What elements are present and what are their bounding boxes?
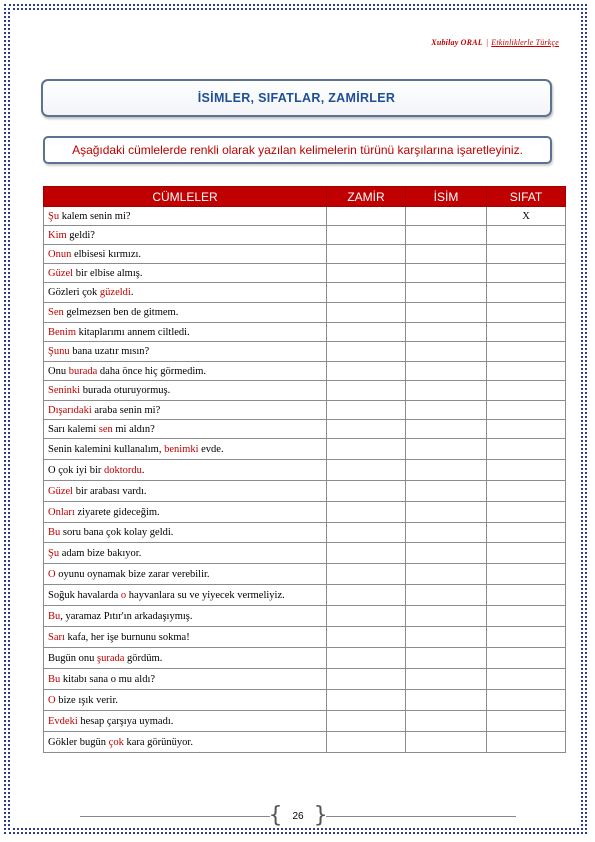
zamir-checkbox-cell[interactable] bbox=[327, 420, 406, 439]
sentence-cell bbox=[44, 323, 327, 342]
zamir-checkbox-cell[interactable] bbox=[327, 648, 406, 669]
isim-checkbox-cell[interactable] bbox=[406, 323, 487, 342]
sentence-text: Soğuk havalarda bbox=[48, 589, 121, 601]
zamir-checkbox-cell[interactable] bbox=[327, 711, 406, 732]
isim-checkbox-cell[interactable] bbox=[406, 420, 487, 439]
zamir-checkbox-cell[interactable] bbox=[327, 245, 406, 264]
table-header-row bbox=[44, 187, 566, 207]
isim-checkbox-cell[interactable] bbox=[406, 460, 487, 481]
instruction-text: Aşağıdaki cümlelerde renkli olarak yazılan kelimelerin türünü karşılarına işaretleyiniz. bbox=[72, 143, 523, 157]
zamir-checkbox-cell[interactable] bbox=[327, 481, 406, 502]
table-row bbox=[44, 669, 566, 690]
sentence-cell bbox=[44, 627, 327, 648]
sentence-text: daha önce hiç görmedim. bbox=[97, 365, 207, 377]
table-row bbox=[44, 264, 566, 283]
sentence-cell bbox=[44, 564, 327, 585]
highlighted-word: Bu bbox=[48, 610, 61, 622]
table-row bbox=[44, 460, 566, 481]
sentence-cell bbox=[44, 690, 327, 711]
sifat-checkbox-cell[interactable] bbox=[487, 303, 566, 323]
isim-checkbox-cell[interactable] bbox=[406, 401, 487, 420]
sentence-text: adam bize bakıyor. bbox=[59, 547, 142, 559]
sentence-cell bbox=[44, 381, 327, 401]
highlighted-word: doktordu bbox=[104, 464, 142, 476]
sifat-checkbox-cell[interactable] bbox=[487, 627, 566, 648]
sentence-cell bbox=[44, 264, 327, 283]
sentence-text: , yaramaz Pıtır'ın arkadaşıymış. bbox=[60, 610, 193, 622]
highlighted-word: Onları bbox=[48, 506, 75, 518]
sentence-text: evde. bbox=[198, 443, 224, 455]
isim-checkbox-cell[interactable] bbox=[406, 342, 487, 362]
sentence-text: bir arabası vardı. bbox=[73, 485, 147, 497]
highlighted-word: Şu bbox=[48, 547, 60, 559]
highlighted-word: sen bbox=[98, 423, 113, 435]
sifat-checkbox-cell[interactable] bbox=[487, 585, 566, 606]
zamir-checkbox-cell[interactable] bbox=[327, 502, 406, 523]
sentence-text: kitaplarımı annem ciltledi. bbox=[76, 326, 190, 338]
book-title: Etkinliklerle Türkçe bbox=[491, 38, 559, 47]
sentence-cell bbox=[44, 669, 327, 690]
sifat-checkbox-cell[interactable] bbox=[487, 283, 566, 303]
highlighted-word: çok bbox=[108, 736, 124, 748]
zamir-checkbox-cell[interactable] bbox=[327, 226, 406, 245]
highlighted-word: Şu bbox=[48, 210, 60, 222]
sentence-text: kara görünüyor. bbox=[123, 736, 193, 748]
author-name: Xubilay ORAL bbox=[431, 38, 483, 47]
sifat-checkbox-cell[interactable] bbox=[487, 732, 566, 753]
table-row bbox=[44, 711, 566, 732]
sifat-checkbox-cell[interactable] bbox=[487, 420, 566, 439]
title-box bbox=[41, 79, 552, 117]
isim-checkbox-cell[interactable] bbox=[406, 439, 487, 460]
sentence-text: hesap çarşıya uymadı. bbox=[77, 715, 174, 727]
sifat-checkbox-cell[interactable] bbox=[487, 669, 566, 690]
sentence-text: bize ışık verir. bbox=[55, 694, 118, 706]
sentence-text: O çok iyi bir bbox=[48, 464, 104, 476]
sifat-checkbox-cell[interactable] bbox=[487, 245, 566, 264]
table-row bbox=[44, 420, 566, 439]
sentence-cell bbox=[44, 420, 327, 439]
zamir-checkbox-cell[interactable] bbox=[327, 401, 406, 420]
zamir-checkbox-cell[interactable] bbox=[327, 564, 406, 585]
table-row bbox=[44, 283, 566, 303]
isim-checkbox-cell[interactable] bbox=[406, 669, 487, 690]
highlighted-word: Sarı bbox=[48, 631, 65, 643]
highlighted-word: şurada bbox=[97, 652, 125, 664]
header-cumleler: CÜMLELER bbox=[44, 187, 327, 207]
zamir-checkbox-cell[interactable] bbox=[327, 543, 406, 564]
sentence-cell bbox=[44, 606, 327, 627]
zamir-checkbox-cell[interactable] bbox=[327, 732, 406, 753]
zamir-checkbox-cell[interactable] bbox=[327, 606, 406, 627]
sifat-checkbox-cell[interactable] bbox=[487, 606, 566, 627]
isim-checkbox-cell[interactable] bbox=[406, 606, 487, 627]
table-row bbox=[44, 401, 566, 420]
worksheet-table bbox=[43, 186, 566, 753]
zamir-checkbox-cell[interactable] bbox=[327, 523, 406, 543]
highlighted-word: Güzel bbox=[48, 267, 74, 279]
footer-line-left bbox=[80, 816, 270, 817]
zamir-checkbox-cell[interactable] bbox=[327, 303, 406, 323]
highlighted-word: Bu bbox=[48, 527, 61, 538]
isim-checkbox-cell[interactable] bbox=[406, 381, 487, 401]
sentence-text: elbisesi kırmızı. bbox=[71, 248, 142, 260]
table-row bbox=[44, 606, 566, 627]
sifat-checkbox-cell[interactable] bbox=[487, 502, 566, 523]
sifat-checkbox-cell[interactable] bbox=[487, 460, 566, 481]
sentence-text: burada oturuyormuş. bbox=[80, 385, 171, 396]
isim-checkbox-cell[interactable] bbox=[406, 283, 487, 303]
zamir-checkbox-cell[interactable] bbox=[327, 585, 406, 606]
sifat-checkbox-cell[interactable] bbox=[487, 690, 566, 711]
sentence-cell bbox=[44, 523, 327, 543]
highlighted-word: Seninki bbox=[48, 385, 81, 396]
sentence-text: . bbox=[141, 464, 145, 476]
sentence-cell bbox=[44, 226, 327, 245]
highlighted-word: Dışarıdaki bbox=[48, 404, 92, 416]
isim-checkbox-cell[interactable] bbox=[406, 585, 487, 606]
isim-checkbox-cell[interactable] bbox=[406, 481, 487, 502]
highlighted-word: güzeldi bbox=[99, 287, 131, 298]
zamir-checkbox-cell[interactable] bbox=[327, 439, 406, 460]
sifat-checkbox-cell[interactable] bbox=[487, 323, 566, 342]
isim-checkbox-cell[interactable] bbox=[406, 690, 487, 711]
sifat-checkbox-cell[interactable] bbox=[487, 711, 566, 732]
sifat-checkbox-cell[interactable] bbox=[487, 543, 566, 564]
zamir-checkbox-cell[interactable] bbox=[327, 207, 406, 226]
isim-checkbox-cell[interactable] bbox=[406, 648, 487, 669]
highlighted-word: o bbox=[120, 589, 127, 601]
right-brace-icon: } bbox=[313, 803, 328, 828]
sentence-text: kafa, her işe burnunu sokma! bbox=[64, 631, 190, 643]
page-number: 26 bbox=[292, 810, 304, 822]
sentence-text: oyunu oynamak bize zarar verebilir. bbox=[55, 568, 210, 580]
sentence-text: geldi? bbox=[66, 229, 95, 241]
sentence-text: gördüm. bbox=[124, 652, 163, 664]
highlighted-word: O bbox=[48, 694, 56, 706]
sifat-checkbox-cell[interactable] bbox=[487, 648, 566, 669]
table-row bbox=[44, 564, 566, 585]
isim-checkbox-cell[interactable] bbox=[406, 564, 487, 585]
sentence-cell bbox=[44, 481, 327, 502]
highlighted-word: Bu bbox=[48, 673, 61, 685]
highlighted-word: Güzel bbox=[48, 485, 74, 497]
table-row bbox=[44, 323, 566, 342]
sentence-cell bbox=[44, 732, 327, 753]
instruction-box bbox=[43, 136, 552, 164]
isim-checkbox-cell[interactable] bbox=[406, 711, 487, 732]
sentence-text: Gökler bugün bbox=[48, 736, 109, 748]
highlighted-word: O bbox=[48, 568, 56, 580]
sentence-cell bbox=[44, 711, 327, 732]
header-separator: | bbox=[485, 38, 489, 47]
sentence-text: Senin kalemini kullanalım, bbox=[48, 443, 165, 455]
table-row bbox=[44, 342, 566, 362]
sentence-cell bbox=[44, 283, 327, 303]
highlighted-word: Şunu bbox=[48, 346, 70, 357]
sifat-checkbox-cell[interactable] bbox=[487, 439, 566, 460]
sentence-text: Gözleri çok bbox=[48, 287, 100, 298]
table-row bbox=[44, 648, 566, 669]
sifat-checkbox-cell[interactable] bbox=[487, 362, 566, 381]
zamir-checkbox-cell[interactable] bbox=[327, 381, 406, 401]
table-row bbox=[44, 226, 566, 245]
sentence-cell bbox=[44, 502, 327, 523]
sifat-checkbox-cell[interactable] bbox=[487, 226, 566, 245]
table-row bbox=[44, 502, 566, 523]
header-isim: İSİM bbox=[406, 187, 487, 207]
sifat-checkbox-cell[interactable] bbox=[487, 401, 566, 420]
highlighted-word: Evdeki bbox=[48, 715, 78, 727]
page-title: İSİMLER, SIFATLAR, ZAMİRLER bbox=[197, 91, 396, 105]
table-row bbox=[44, 732, 566, 753]
table-row bbox=[44, 627, 566, 648]
sentence-cell bbox=[44, 342, 327, 362]
sifat-checkbox-cell[interactable] bbox=[487, 264, 566, 283]
isim-checkbox-cell[interactable] bbox=[406, 264, 487, 283]
footer-line-right bbox=[326, 816, 516, 817]
sifat-checkbox-cell[interactable] bbox=[487, 342, 566, 362]
header-sifat: SIFAT bbox=[487, 187, 566, 207]
sentence-cell bbox=[44, 303, 327, 323]
sifat-checkbox-cell[interactable]: X bbox=[487, 207, 566, 226]
sentence-text: araba senin mi? bbox=[91, 404, 161, 416]
table-body bbox=[44, 207, 566, 753]
sentence-text: Bugün onu bbox=[48, 652, 98, 664]
sentence-cell bbox=[44, 401, 327, 420]
sifat-checkbox-cell[interactable] bbox=[487, 481, 566, 502]
isim-checkbox-cell[interactable] bbox=[406, 543, 487, 564]
sentence-cell bbox=[44, 439, 327, 460]
isim-checkbox-cell[interactable] bbox=[406, 303, 487, 323]
table-row bbox=[44, 439, 566, 460]
left-brace-icon: { bbox=[268, 803, 283, 828]
sentence-cell bbox=[44, 207, 327, 226]
sentence-text: soru bana çok kolay geldi. bbox=[60, 527, 174, 538]
sentence-text: kalem senin mi? bbox=[59, 210, 131, 222]
isim-checkbox-cell[interactable] bbox=[406, 207, 487, 226]
sentence-text: Onu bbox=[48, 365, 69, 377]
highlighted-word: Onun bbox=[48, 248, 72, 260]
table-row bbox=[44, 207, 566, 226]
table-row bbox=[44, 543, 566, 564]
sentence-text: gelmezsen ben de gitmem. bbox=[63, 307, 179, 318]
zamir-checkbox-cell[interactable] bbox=[327, 460, 406, 481]
sentence-text: bir elbise almış. bbox=[73, 267, 143, 279]
sentence-text: . bbox=[130, 287, 134, 298]
highlighted-word: Sen bbox=[48, 307, 64, 318]
highlighted-word: burada bbox=[68, 365, 98, 377]
zamir-checkbox-cell[interactable] bbox=[327, 362, 406, 381]
sentence-cell bbox=[44, 585, 327, 606]
isim-checkbox-cell[interactable] bbox=[406, 502, 487, 523]
sentence-text: kitabı sana o mu aldı? bbox=[60, 673, 156, 685]
sentence-cell bbox=[44, 245, 327, 264]
sentence-cell bbox=[44, 648, 327, 669]
isim-checkbox-cell[interactable] bbox=[406, 732, 487, 753]
zamir-checkbox-cell[interactable] bbox=[327, 264, 406, 283]
isim-checkbox-cell[interactable] bbox=[406, 226, 487, 245]
isim-checkbox-cell[interactable] bbox=[406, 362, 487, 381]
sentence-text: mi aldın? bbox=[112, 423, 155, 435]
zamir-checkbox-cell[interactable] bbox=[327, 669, 406, 690]
table-row bbox=[44, 303, 566, 323]
table-row bbox=[44, 523, 566, 543]
table-row bbox=[44, 690, 566, 711]
sentence-text: hayvanlara su ve yiyecek vermeliyiz. bbox=[126, 589, 285, 601]
sentence-cell bbox=[44, 543, 327, 564]
header-zamir: ZAMİR bbox=[327, 187, 406, 207]
zamir-checkbox-cell[interactable] bbox=[327, 323, 406, 342]
table-row bbox=[44, 245, 566, 264]
table-row bbox=[44, 362, 566, 381]
sentence-cell bbox=[44, 460, 327, 481]
page-number-box bbox=[268, 803, 328, 828]
sifat-checkbox-cell[interactable] bbox=[487, 564, 566, 585]
isim-checkbox-cell[interactable] bbox=[406, 627, 487, 648]
isim-checkbox-cell[interactable] bbox=[406, 523, 487, 543]
zamir-checkbox-cell[interactable] bbox=[327, 690, 406, 711]
isim-checkbox-cell[interactable] bbox=[406, 245, 487, 264]
sentence-cell bbox=[44, 362, 327, 381]
highlighted-word: Benim bbox=[48, 326, 76, 338]
sifat-checkbox-cell[interactable] bbox=[487, 523, 566, 543]
sentence-text: bana uzatır mısın? bbox=[69, 346, 150, 357]
zamir-checkbox-cell[interactable] bbox=[327, 342, 406, 362]
highlighted-word: benimki bbox=[164, 443, 199, 455]
table-row bbox=[44, 585, 566, 606]
zamir-checkbox-cell[interactable] bbox=[327, 627, 406, 648]
table-row bbox=[44, 381, 566, 401]
sentence-text: Sarı kalemi bbox=[48, 423, 99, 435]
author-header bbox=[431, 38, 559, 47]
table-row bbox=[44, 481, 566, 502]
sifat-checkbox-cell[interactable] bbox=[487, 381, 566, 401]
sentence-text: ziyarete gideceğim. bbox=[74, 506, 160, 518]
highlighted-word: Kim bbox=[48, 229, 67, 241]
zamir-checkbox-cell[interactable] bbox=[327, 283, 406, 303]
